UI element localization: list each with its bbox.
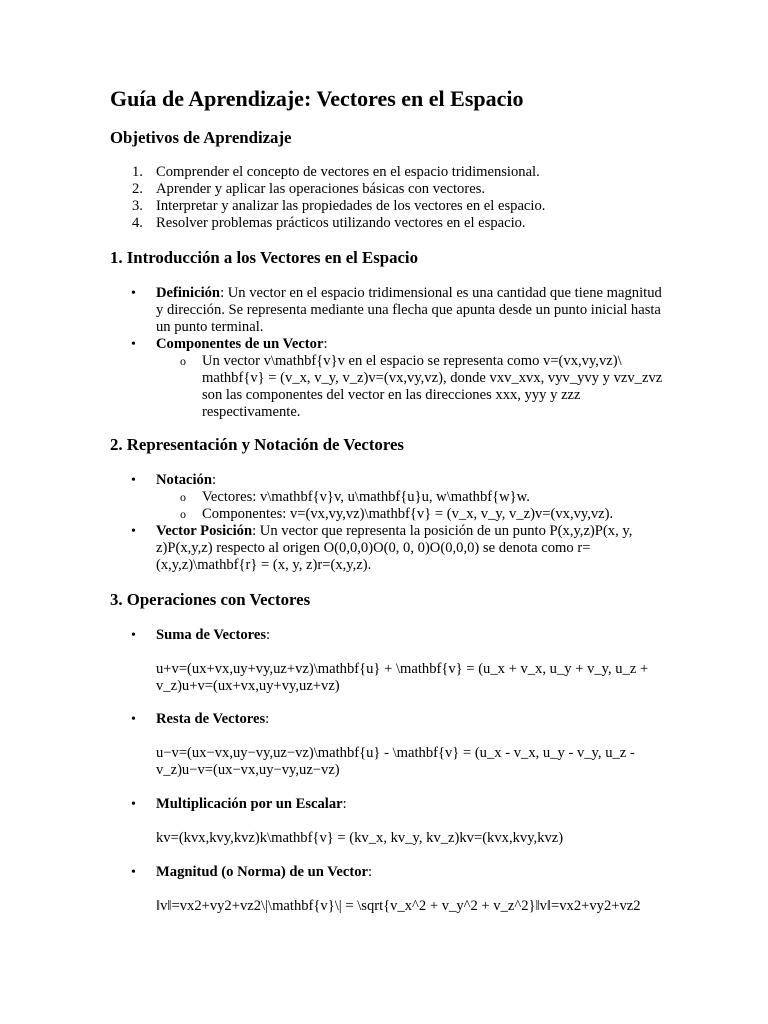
list-item: • Resta de Vectores: xyxy=(131,711,270,727)
list-item: 3. Interpretar y analizar las propiedades de los vectores en el espacio. xyxy=(132,198,546,214)
list-item: • Suma de Vectores: xyxy=(131,627,271,643)
objectives-list xyxy=(110,164,545,232)
list-item: 1. Comprender el concepto de vectores en el espacio tridimensional. xyxy=(132,164,540,180)
operation-scalar xyxy=(110,796,666,847)
list-item: • Vector Posición: Un vector que representa la posición de un punto P(x,y,z)P(x, y, z)P(x,y,z) respecto al origen O(0,0,0)O(0, 0, 0)O(0,0,0) se denota como r=(x,y,z)\mathbf{r} = (x, y, z)r=(x,y,z). xyxy=(131,523,633,573)
operation-sum xyxy=(110,627,666,695)
bullet-icon: • xyxy=(131,865,136,880)
section3-heading: 3. Operaciones con Vectores xyxy=(110,590,311,609)
formula: ‖v‖=vx2+vy2+vz2\|\mathbf{v}\| = \sqrt{v_x^2 + v_y^2 + v_z^2}‖v‖=vx2+vy2+vz2 xyxy=(156,898,641,914)
bullet-icon: • xyxy=(131,337,136,352)
page-title: Guía de Aprendizaje: Vectores en el Espacio xyxy=(110,86,524,111)
sub-list-item: o Vectores: v\mathbf{v}v, u\mathbf{u}u, w\mathbf{w}w. xyxy=(180,489,530,505)
list-item: • Multiplicación por un Escalar: xyxy=(131,796,347,812)
bullet-icon: • xyxy=(131,524,136,539)
operation-subtraction xyxy=(110,711,666,779)
sub-list-item: o Un vector v\mathbf{v}v en el espacio se representa como v=(vx,vy,vz)\ mathbf{v} = (v_x, v_y, v_z)v=(vx,vy,vz), donde vxv_xvx, vyv_yvy y vzv_zvz son las componentes del vector en las direcciones xxx, yyy y zzz respectivamente. xyxy=(180,353,663,420)
objectives-heading: Objetivos de Aprendizaje xyxy=(110,128,292,147)
list-item: • Definición: Un vector en el espacio tridimensional es una cantidad que tiene magnitud y dirección. Se representa mediante una flecha que apunta desde un punto inicial hasta un punto terminal. xyxy=(131,285,662,335)
list-item: 4. Resolver problemas prácticos utilizando vectores en el espacio. xyxy=(132,215,526,231)
sub-list-item: o Componentes: v=(vx,vy,vz)\mathbf{v} = (v_x, v_y, v_z)v=(vx,vy,vz). xyxy=(180,506,614,522)
circle-bullet-icon: o xyxy=(180,354,186,368)
bullet-icon: • xyxy=(131,712,136,727)
circle-bullet-icon: o xyxy=(180,490,186,504)
bullet-icon: • xyxy=(131,286,136,301)
bullet-icon: • xyxy=(131,628,136,643)
list-item: • Componentes de un Vector: xyxy=(131,336,328,352)
circle-bullet-icon: o xyxy=(180,507,186,521)
formula: kv=(kvx,kvy,kvz)k\mathbf{v} = (kv_x, kv_y, kv_z)kv=(kvx,kvy,kvz) xyxy=(156,830,564,846)
section1-heading: 1. Introducción a los Vectores en el Espacio xyxy=(110,248,418,267)
section2-heading: 2. Representación y Notación de Vectores xyxy=(110,435,404,454)
list-item: 2. Aprender y aplicar las operaciones básicas con vectores. xyxy=(132,181,486,197)
operation-magnitude xyxy=(110,864,666,915)
section1-body xyxy=(110,285,666,421)
bullet-icon: • xyxy=(131,473,136,488)
list-item: • Magnitud (o Norma) de un Vector: xyxy=(131,864,373,880)
bullet-icon: • xyxy=(131,797,136,812)
formula: u−v=(ux−vx,uy−vy,uz−vz)\mathbf{u} - \mathbf{v} = (u_x - v_x, u_y - v_y, u_z - v_z)u−v=(ux−vx,uy−vy,uz−vz) xyxy=(156,745,635,778)
formula: u+v=(ux+vx,uy+vy,uz+vz)\mathbf{u} + \mathbf{v} = (u_x + v_x, u_y + v_y, u_z + v_z)u+v=(ux+vx,uy+vy,uz+vz) xyxy=(156,661,649,694)
list-item: • Notación: xyxy=(131,472,217,488)
section2-body xyxy=(110,472,666,574)
